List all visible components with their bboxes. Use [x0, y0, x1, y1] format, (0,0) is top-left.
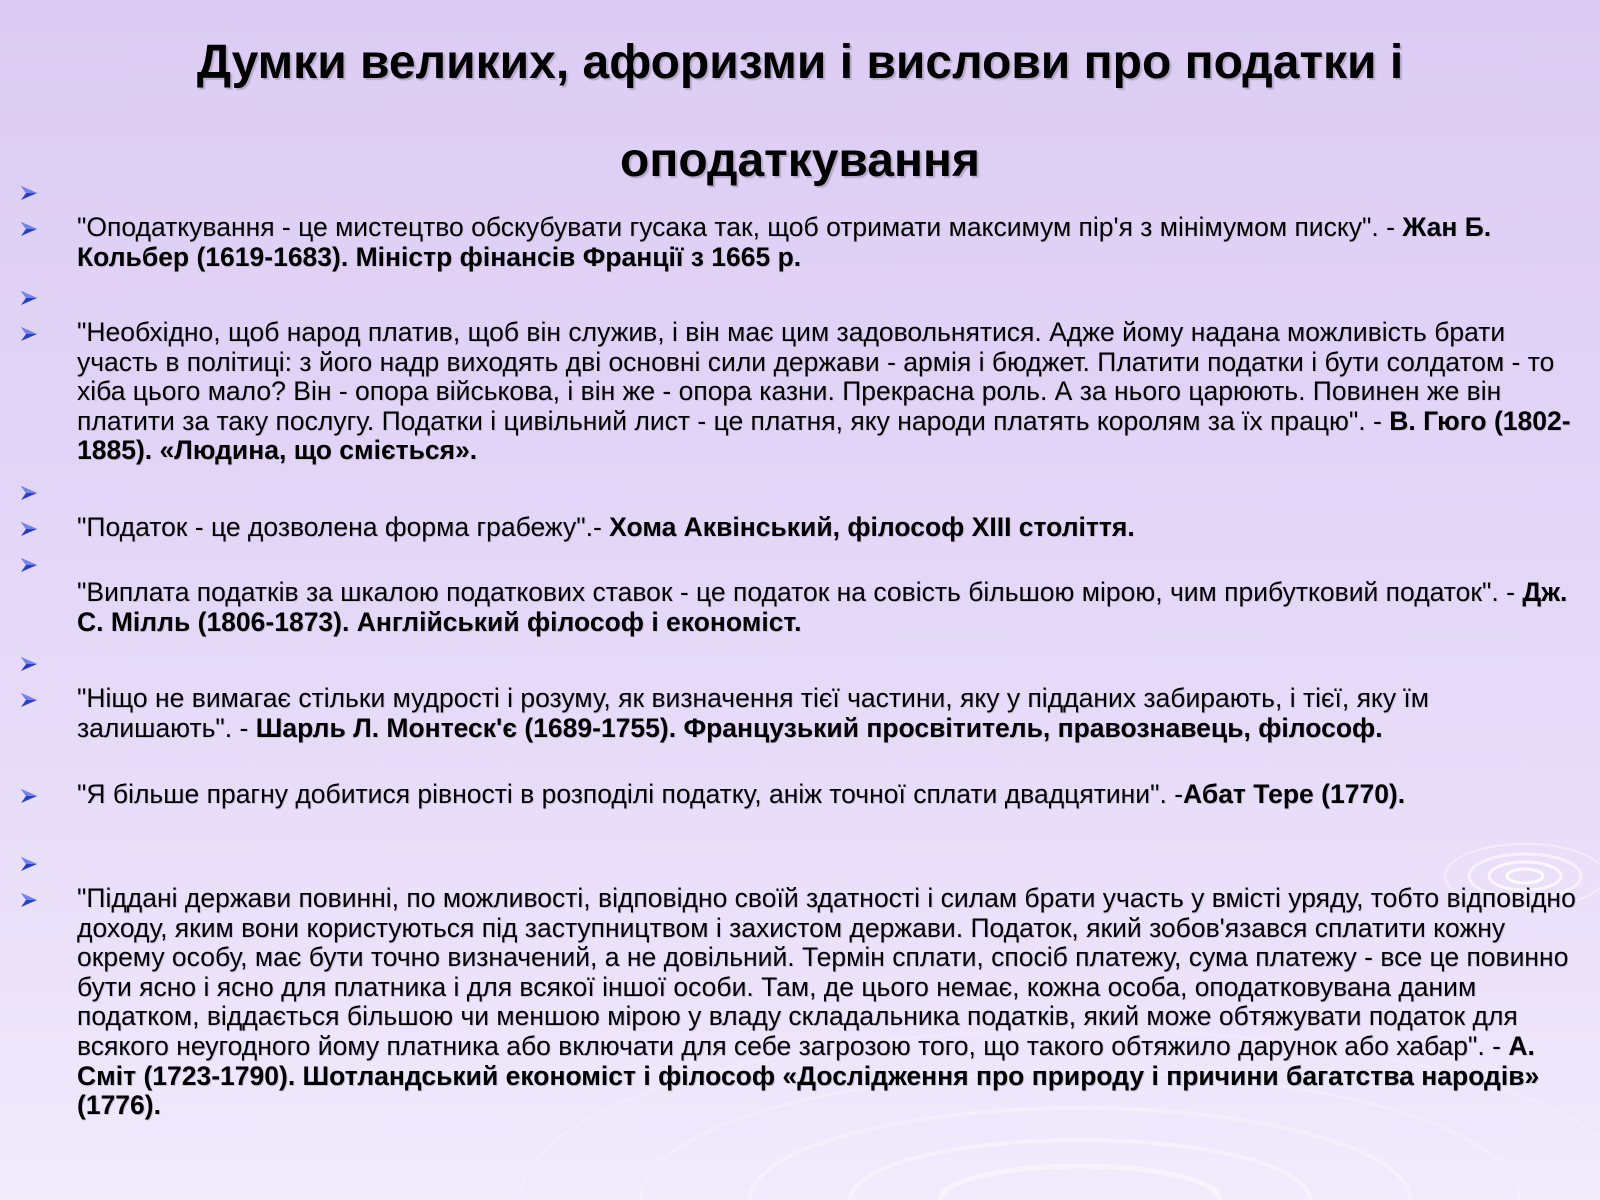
list-item: [77, 578, 1586, 637]
quote-text: "Ніщо не вимагає стільки мудрості і розуму, як визначення тієї частини, яку у підданих забирають, і тієї, яку їм залишають". -: [77, 683, 1430, 743]
quote-text: "Необхідно, щоб народ платив, щоб він служив, і він має цим задовольнятися. Адже йому надана можливість брати участь в політиці: з його надр виходять дві основні сили держави - армія і бюджет. Платити податки і бути солдатом - то хіба цього мало? Він - опора військова, і він же - опора казни. Прекрасна роль. А за нього царюють. Повинен же він платити за таку послугу. Податки і цивільний лист - це платня, яку народи платять королям за їх працю". -: [77, 317, 1555, 436]
arrowhead-bullet-icon: [19, 221, 39, 237]
arrowhead-bullet-icon: [19, 692, 39, 708]
arrowhead-bullet-icon: [19, 326, 39, 342]
arrowhead-bullet-icon: [19, 892, 39, 908]
arrowhead-bullet-icon: [19, 521, 39, 537]
page-title-line-2: оподаткування: [620, 134, 980, 187]
quote-text: "Я більше прагну добитися рівності в розподілі податку, аніж точної сплати двадцятини". -: [77, 779, 1184, 809]
quote-text: "Піддані держави повинні, по можливості, відповідно своїй здатності і силам брати участь у вмісті уряду, тобто відповідно доходу, яким вони користуються під заступництвом і захистом держави. Податок, який зобов'язався сплатити кожну окрему особу, має бути точно визначений, а не довільний. Термін сплати, спосіб платежу, сума платежу - все це повинно бути ясно і ясно для платника і для всякої іншої особи. Там, де цього немає, кожна особа, оподатковувана даним податком, віддається більшою чи меншою мірою у владу складальника податків, який може обтяжувати податок для всякого неугодного йому платника або включати для себе загрозою того, що такого обтяжило дарунок або хабар". -: [77, 883, 1576, 1061]
quote-author: В. Гюго (1802-1885). «Людина, що сміється».: [77, 405, 1571, 466]
quote-text: "Податок - це дозволена форма грабежу".-: [77, 512, 610, 542]
list-item: [77, 780, 1586, 810]
arrowhead-bullet-icon: [19, 856, 39, 872]
arrowhead-bullet-icon: [19, 290, 39, 306]
list-item: [77, 513, 1586, 543]
quote-author: Жан Б. Кольбер (1619-1683). Міністр фінансів Франції з 1665 р.: [77, 212, 1492, 272]
quote-author: Шарль Л. Монтеск'є (1689-1755). Французький просвітитель, правознавець, філософ.: [255, 712, 1383, 743]
list-item: [77, 318, 1586, 466]
arrowhead-bullet-icon: [19, 557, 39, 573]
quote-text: "Оподаткування - це мистецтво обскубувати гусака так, щоб отримати максимум пір'я з мінімумом писку". -: [77, 212, 1403, 242]
list-item: [77, 884, 1586, 1121]
arrowhead-bullet-icon: [19, 485, 39, 501]
arrowhead-bullet-icon: [19, 185, 39, 201]
quote-author: Дж. С. Мілль (1806-1873). Англійський філософ і економіст.: [77, 577, 1568, 637]
list-item: [77, 684, 1586, 743]
arrowhead-bullet-icon: [19, 656, 39, 672]
list-item: [77, 213, 1586, 272]
arrowhead-bullet-icon: [19, 788, 39, 804]
page-title-line-1: Думки великих, афоризми і вислови про податки і: [196, 36, 1404, 89]
quote-author: Хома Аквінський, філософ XIII століття.: [609, 512, 1135, 542]
quote-author: А. Сміт (1723-1790). Шотландський економіст і філософ «Дослідження про природу і причини багатства народів» (1776).: [77, 1030, 1540, 1121]
quote-text: "Виплата податків за шкалою податкових ставок - це податок на совість більшою мірою, чим прибутковий податок". -: [77, 577, 1523, 607]
quote-author: Абат Тере (1770).: [1183, 779, 1406, 809]
